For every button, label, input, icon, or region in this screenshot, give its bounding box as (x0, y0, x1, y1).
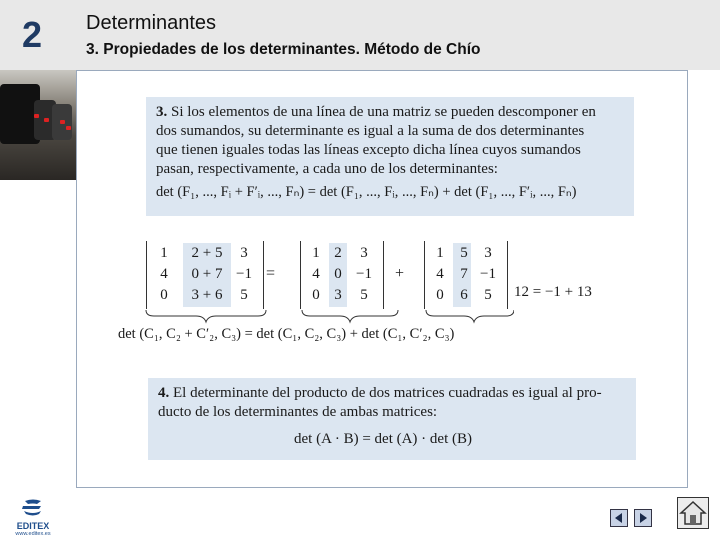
prev-button[interactable] (610, 509, 628, 527)
matrix-a-cell: −1 (236, 266, 252, 282)
matrix-a-cell: 5 (240, 287, 248, 303)
property-4-line-1-text: El determinante del producto de dos matrices cuadradas es igual al pro- (173, 385, 602, 401)
matrix-a-cell: 1 (160, 245, 168, 261)
matrix-c-cell: 3 (484, 245, 492, 261)
property-4-number: 4. (158, 385, 170, 401)
matrix-a-cell: 3 + 6 (191, 287, 223, 303)
editex-logo-icon (10, 498, 56, 518)
matrix-b-cell: 3 (360, 245, 368, 261)
example-result: 12 = −1 + 13 (514, 284, 592, 300)
property-3-number: 3. (156, 104, 168, 120)
home-icon (678, 498, 708, 528)
matrix-c-cell: 5 (460, 245, 468, 261)
traffic-photo (0, 70, 76, 180)
property-4-line-1 (158, 384, 628, 403)
matrix-b-cell: 1 (312, 245, 320, 261)
underbrace-3 (426, 310, 514, 322)
property-3-text (156, 103, 626, 202)
example-caption: det (C₁, C₂ + C′₂, C₃) = det (C₁, C₂, C₃) + det (C₁, C′₂, C₃) (118, 326, 455, 342)
home-button[interactable] (677, 497, 709, 529)
plus-sign: + (395, 265, 405, 282)
matrix-b-cell: 0 (334, 266, 342, 282)
matrix-b-cell: 2 (334, 245, 342, 261)
chapter-number: 2 (22, 14, 43, 55)
page-title: Determinantes (86, 12, 217, 34)
matrix-a-cell: 0 (160, 287, 168, 303)
matrix-c-cell: 5 (484, 287, 492, 303)
property-4-formula: det (A · B) = det (A) · det (B) (294, 431, 472, 447)
header-band (0, 0, 720, 70)
underbraces (144, 308, 514, 326)
matrix-b-cell: 5 (360, 287, 368, 303)
matrix-c-cell: 4 (436, 266, 444, 282)
editex-logo (10, 498, 56, 537)
matrix-c-cell: 1 (436, 245, 444, 261)
matrix-b (300, 241, 384, 309)
next-button[interactable] (634, 509, 652, 527)
next-arrow-icon (635, 510, 651, 526)
property-3-line-3: que tienen iguales todas las líneas excepto dicha línea cuyos sumandos (156, 142, 581, 158)
property-4-line-2: ducto de los determinantes de ambas matrices: (158, 404, 438, 420)
matrix-b-cell: −1 (356, 266, 372, 282)
matrix-b-cell: 0 (312, 287, 320, 303)
matrix-c-cell: −1 (480, 266, 496, 282)
property-4-text (158, 384, 628, 422)
matrix-c-cell: 6 (460, 287, 468, 303)
page-subtitle: 3. Propiedades de los determinantes. Método de Chío (86, 41, 481, 58)
underbrace-2 (302, 310, 398, 322)
property-3-formula: det (F₁, ..., Fᵢ + F′ᵢ, ..., Fₙ) = det (F₁, ..., Fᵢ, ..., Fₙ) + det (F₁, ..., F′ᵢ, ..., Fₙ) (156, 184, 577, 200)
property-3-line-1 (156, 103, 626, 122)
matrix-a (146, 241, 264, 309)
matrix-c-cell: 7 (460, 266, 468, 282)
matrix-b-cell: 4 (312, 266, 320, 282)
matrix-a-cell: 4 (160, 266, 168, 282)
logo-url: www.editex.es (15, 531, 51, 537)
underbrace-1 (146, 310, 266, 322)
matrix-a-cell: 3 (240, 245, 248, 261)
matrix-c-cell: 0 (436, 287, 444, 303)
matrix-c (424, 241, 508, 309)
property-3-box (146, 97, 634, 216)
logo-text: EDITEX (16, 521, 50, 531)
prev-arrow-icon (611, 510, 627, 526)
property-3-line-2: dos sumandos, su determinante es igual a la suma de dos determinantes (156, 123, 585, 139)
matrix-a-cell: 0 + 7 (191, 266, 223, 282)
property-3-line-4: pasan, respectivamente, a cada uno de los determinantes: (156, 161, 498, 177)
matrix-a-cell: 2 + 5 (191, 245, 223, 261)
matrix-b-cell: 3 (334, 287, 342, 303)
equals-sign: = (266, 265, 276, 282)
property-4-box (148, 378, 636, 460)
property-3-line-1-text: Si los elementos de una línea de una matriz se pueden descomponer en (171, 104, 596, 120)
